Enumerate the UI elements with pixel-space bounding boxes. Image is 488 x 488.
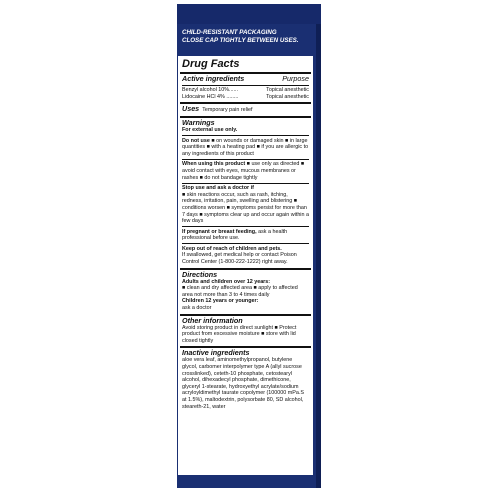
inactive-ingredients-section (178, 348, 313, 411)
child-resistant-warning: CHILD-RESISTANT PACKAGING CLOSE CAP TIGHTLY BETWEEN USES. (182, 29, 299, 44)
do-not-use-paragraph (182, 138, 309, 158)
drug-facts-label (178, 56, 313, 475)
keep-out-label: Keep out of reach of children and pets. (182, 245, 282, 252)
do-not-use-label: Do not use (182, 137, 210, 144)
active-ingredients-section (178, 74, 313, 101)
adults-text: ■ clean and dry affected area ■ apply to affected area not more than 3 to 4 times daily (182, 285, 298, 298)
directions-section (178, 270, 313, 313)
divider (182, 243, 309, 244)
uses-heading: Uses (182, 104, 200, 114)
pregnancy-label: If pregnant or breast feeding, (182, 228, 257, 235)
stop-use-label: Stop use and ask a doctor if (182, 185, 254, 192)
uses-section (178, 104, 313, 115)
divider (182, 135, 309, 136)
ingredient-purpose: Topical anesthetic (266, 93, 309, 100)
keep-out-paragraph (182, 246, 309, 266)
divider (182, 85, 309, 86)
inactive-ingredients-text: aloe vera leaf, aminomethylpropanol, butylene glycol, carbomer interpolymer type A (allyl sucrose crosslinked), ceteth-10 phosphate, cetostearyl alcohol, dihexadecyl phosphate, dimethicone, glyceryl 1-stearate, hydroxyethyl acrylate/sodium acryloyldimethyl taurate copolymer (100000 mPa.S at 1.5%), maltodextrin, polysorbate 80, SD alcohol, steareth-21, water (182, 357, 304, 410)
do-not-use-text: ■ on wounds or damaged skin ■ in large quantities ■ with a heating pad ■ if you are allergic to any ingredients of this product (182, 137, 309, 157)
ingredient-purpose: Topical anesthetic (266, 87, 309, 94)
when-using-label: When using this product (182, 161, 246, 168)
divider (182, 159, 309, 160)
ingredient-row (182, 94, 309, 101)
children-label: Children 12 years or younger: (182, 298, 259, 305)
active-ingredients-heading: Active ingredients (182, 74, 245, 83)
other-information-section (178, 316, 313, 346)
divider (182, 226, 309, 227)
divider (182, 183, 309, 184)
adults-label: Adults and children over 12 years: (182, 278, 271, 285)
warnings-section (178, 118, 313, 267)
stop-use-paragraph (182, 185, 309, 225)
ingredient-row (182, 87, 309, 94)
uses-text: Temporary pain relief (202, 107, 253, 114)
other-information-text: Avoid storing product in direct sunlight ■ Protect product from excessive moisture ■ store with lid closed tightly (182, 324, 297, 344)
inactive-ingredients-heading: Inactive ingredients (182, 348, 250, 358)
stop-use-text: ■ skin reactions occur, such as rash, itching, redness, irritation, pain, swelling and blistering ■ conditions worsen ■ symptoms persist for more than 7 days ■ symptoms clear up and occur again within a few days (182, 191, 310, 225)
pregnancy-paragraph (182, 229, 309, 242)
purpose-heading: Purpose (282, 74, 309, 83)
ingredient-name: Lidocaine HCl 4% ........ (182, 93, 239, 100)
product-box-top (177, 4, 321, 24)
external-use-text: For external use only. (182, 126, 238, 133)
when-using-paragraph (182, 161, 309, 181)
warnings-heading: Warnings (182, 117, 215, 127)
children-text: ask a doctor (182, 305, 212, 312)
pregnancy-text: ask a health professional before use. (182, 228, 288, 242)
drug-facts-title: Drug Facts (182, 58, 240, 70)
when-using-text: ■ use only as directed ■ avoid contact with eyes, mucous membranes or rashes ■ do not bandage tightly (182, 161, 305, 181)
product-box-side (316, 4, 321, 488)
keep-out-text: If swallowed, get medical help or contact Poison Control Center (1-800-222-1222) right away. (182, 252, 297, 266)
other-information-heading: Other information (182, 315, 243, 325)
ingredient-name: Benzyl alcohol 10%...... (182, 87, 239, 94)
directions-heading: Directions (182, 269, 218, 279)
